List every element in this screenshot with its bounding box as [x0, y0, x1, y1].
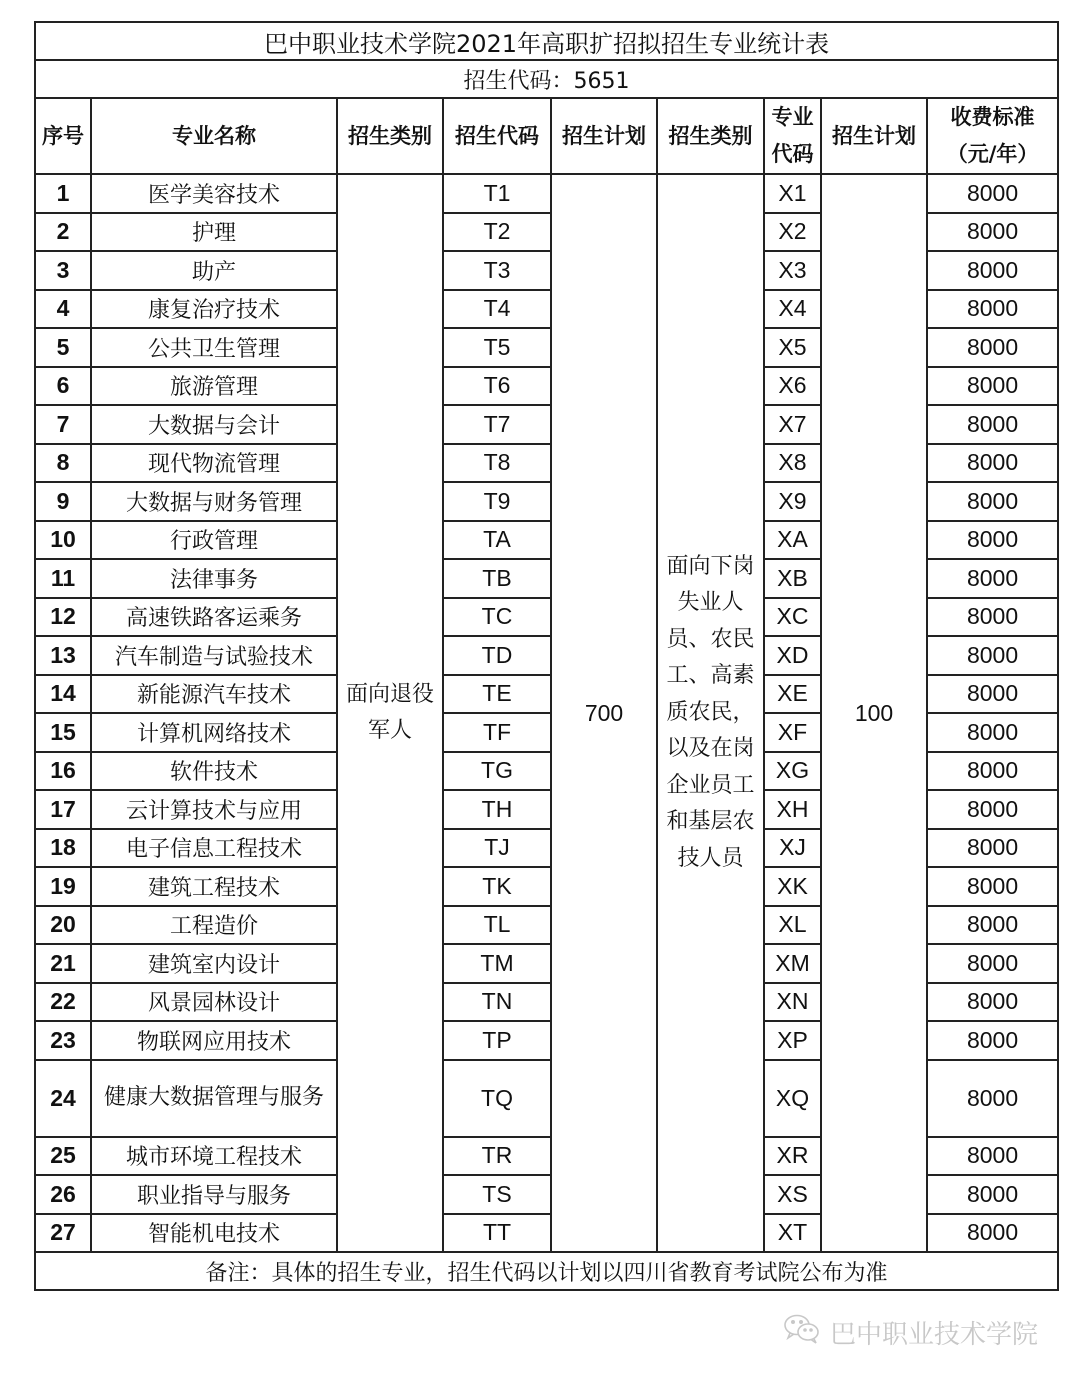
row-enrollment-code: T8	[443, 444, 551, 483]
row-seq: 7	[35, 405, 91, 444]
row-fee: 8000	[927, 405, 1058, 444]
row-enrollment-code: TG	[443, 752, 551, 791]
row-seq: 18	[35, 829, 91, 868]
enrollment-code-line: 招生代码：5651	[35, 60, 1058, 98]
row-major-name: 健康大数据管理与服务	[91, 1060, 337, 1137]
row-major-code: XS	[764, 1175, 821, 1214]
row-seq: 12	[35, 598, 91, 637]
row-seq: 19	[35, 867, 91, 906]
row-major-code: XR	[764, 1137, 821, 1176]
row-enrollment-code: T3	[443, 251, 551, 290]
header-major-name: 专业名称	[91, 98, 337, 174]
row-enrollment-code: TE	[443, 675, 551, 714]
row-major-code: XA	[764, 521, 821, 560]
row-enrollment-code: T9	[443, 482, 551, 521]
row-seq: 8	[35, 444, 91, 483]
row-fee: 8000	[927, 1060, 1058, 1137]
row-fee: 8000	[927, 521, 1058, 560]
row-enrollment-code: T5	[443, 328, 551, 367]
row-fee: 8000	[927, 213, 1058, 252]
row-seq: 10	[35, 521, 91, 560]
row-seq: 27	[35, 1214, 91, 1253]
row-major-code: XD	[764, 636, 821, 675]
row-fee: 8000	[927, 675, 1058, 714]
row-major-code: X3	[764, 251, 821, 290]
header-row	[35, 98, 1058, 174]
row-fee: 8000	[927, 367, 1058, 406]
row-major-name: 职业指导与服务	[91, 1175, 337, 1214]
table-row	[35, 174, 1058, 213]
row-enrollment-code: TA	[443, 521, 551, 560]
row-seq: 1	[35, 174, 91, 213]
plan-workers: 100	[821, 174, 927, 1252]
row-fee: 8000	[927, 559, 1058, 598]
row-major-name: 医学美容技术	[91, 174, 337, 213]
row-major-code: X9	[764, 482, 821, 521]
table-title: 巴中职业技术学院2021年高职扩招拟招生专业统计表	[35, 22, 1058, 60]
header-code-t: 招生代码	[443, 98, 551, 174]
row-major-name: 风景园林设计	[91, 983, 337, 1022]
row-major-code: XT	[764, 1214, 821, 1253]
row-seq: 3	[35, 251, 91, 290]
category-workers: 面向下岗失业人员、农民工、高素质农民，以及在岗企业员工和基层农技人员	[657, 174, 764, 1252]
row-enrollment-code: TK	[443, 867, 551, 906]
row-enrollment-code: TQ	[443, 1060, 551, 1137]
row-major-name: 新能源汽车技术	[91, 675, 337, 714]
row-enrollment-code: TH	[443, 790, 551, 829]
row-major-name: 法律事务	[91, 559, 337, 598]
row-enrollment-code: TB	[443, 559, 551, 598]
table-note: 备注：具体的招生专业，招生代码以计划以四川省教育考试院公布为准	[35, 1252, 1058, 1290]
row-major-name: 现代物流管理	[91, 444, 337, 483]
row-fee: 8000	[927, 1175, 1058, 1214]
row-major-code: XH	[764, 790, 821, 829]
row-major-code: X4	[764, 290, 821, 329]
row-seq: 21	[35, 944, 91, 983]
row-seq: 25	[35, 1137, 91, 1176]
row-major-code: X5	[764, 328, 821, 367]
row-seq: 24	[35, 1060, 91, 1137]
row-major-code: XJ	[764, 829, 821, 868]
row-seq: 26	[35, 1175, 91, 1214]
row-enrollment-code: T7	[443, 405, 551, 444]
row-enrollment-code: TC	[443, 598, 551, 637]
row-enrollment-code: TD	[443, 636, 551, 675]
header-plan-t: 招生计划	[551, 98, 657, 174]
wechat-icon	[782, 1313, 822, 1352]
row-fee: 8000	[927, 636, 1058, 675]
header-category-t: 招生类别	[337, 98, 443, 174]
row-seq: 17	[35, 790, 91, 829]
row-fee: 8000	[927, 944, 1058, 983]
row-enrollment-code: T1	[443, 174, 551, 213]
row-enrollment-code: TL	[443, 906, 551, 945]
category-veterans: 面向退役军人	[337, 174, 443, 1252]
row-major-name: 建筑工程技术	[91, 867, 337, 906]
row-enrollment-code: T6	[443, 367, 551, 406]
row-major-name: 旅游管理	[91, 367, 337, 406]
row-major-code: XL	[764, 906, 821, 945]
row-major-name: 高速铁路客运乘务	[91, 598, 337, 637]
row-major-code: X8	[764, 444, 821, 483]
row-seq: 23	[35, 1021, 91, 1060]
row-major-code: XE	[764, 675, 821, 714]
row-major-code: XK	[764, 867, 821, 906]
row-seq: 22	[35, 983, 91, 1022]
row-major-code: XP	[764, 1021, 821, 1060]
row-seq: 15	[35, 713, 91, 752]
row-major-name: 云计算技术与应用	[91, 790, 337, 829]
row-fee: 8000	[927, 906, 1058, 945]
row-fee: 8000	[927, 482, 1058, 521]
row-fee: 8000	[927, 328, 1058, 367]
row-seq: 6	[35, 367, 91, 406]
enrollment-table	[34, 21, 1059, 1291]
row-fee: 8000	[927, 174, 1058, 213]
row-major-name: 康复治疗技术	[91, 290, 337, 329]
row-fee: 8000	[927, 790, 1058, 829]
header-code-x: 专业代码	[764, 98, 821, 174]
row-enrollment-code: TN	[443, 983, 551, 1022]
row-fee: 8000	[927, 598, 1058, 637]
row-seq: 11	[35, 559, 91, 598]
row-major-name: 电子信息工程技术	[91, 829, 337, 868]
row-major-code: XM	[764, 944, 821, 983]
row-fee: 8000	[927, 713, 1058, 752]
watermark	[782, 1313, 1038, 1352]
row-fee: 8000	[927, 444, 1058, 483]
row-enrollment-code: TR	[443, 1137, 551, 1176]
row-major-code: XF	[764, 713, 821, 752]
header-seq: 序号	[35, 98, 91, 174]
row-fee: 8000	[927, 251, 1058, 290]
row-seq: 2	[35, 213, 91, 252]
row-major-code: XQ	[764, 1060, 821, 1137]
row-major-code: X2	[764, 213, 821, 252]
row-seq: 9	[35, 482, 91, 521]
row-enrollment-code: TS	[443, 1175, 551, 1214]
row-major-name: 工程造价	[91, 906, 337, 945]
row-major-name: 大数据与财务管理	[91, 482, 337, 521]
row-enrollment-code: TP	[443, 1021, 551, 1060]
row-fee: 8000	[927, 829, 1058, 868]
row-seq: 16	[35, 752, 91, 791]
row-fee: 8000	[927, 1214, 1058, 1253]
row-major-code: X7	[764, 405, 821, 444]
row-major-name: 软件技术	[91, 752, 337, 791]
row-seq: 13	[35, 636, 91, 675]
row-major-code: XB	[764, 559, 821, 598]
row-major-name: 建筑室内设计	[91, 944, 337, 983]
row-major-name: 公共卫生管理	[91, 328, 337, 367]
row-fee: 8000	[927, 983, 1058, 1022]
row-major-name: 大数据与会计	[91, 405, 337, 444]
row-major-code: XC	[764, 598, 821, 637]
row-major-name: 智能机电技术	[91, 1214, 337, 1253]
row-major-code: X6	[764, 367, 821, 406]
row-fee: 8000	[927, 752, 1058, 791]
row-major-name: 汽车制造与试验技术	[91, 636, 337, 675]
row-major-code: XN	[764, 983, 821, 1022]
row-seq: 4	[35, 290, 91, 329]
header-plan-x: 招生计划	[821, 98, 927, 174]
row-fee: 8000	[927, 867, 1058, 906]
header-fee: 收费标准（元/年）	[927, 98, 1058, 174]
row-major-name: 护理	[91, 213, 337, 252]
row-fee: 8000	[927, 1137, 1058, 1176]
row-major-name: 物联网应用技术	[91, 1021, 337, 1060]
watermark-text: 巴中职业技术学院	[830, 1320, 1039, 1350]
row-enrollment-code: TF	[443, 713, 551, 752]
row-enrollment-code: T2	[443, 213, 551, 252]
row-major-name: 助产	[91, 251, 337, 290]
row-fee: 8000	[927, 1021, 1058, 1060]
row-enrollment-code: TJ	[443, 829, 551, 868]
row-major-code: X1	[764, 174, 821, 213]
row-major-code: XG	[764, 752, 821, 791]
row-seq: 5	[35, 328, 91, 367]
row-enrollment-code: TM	[443, 944, 551, 983]
row-fee: 8000	[927, 290, 1058, 329]
row-major-name: 计算机网络技术	[91, 713, 337, 752]
plan-veterans: 700	[551, 174, 657, 1252]
row-seq: 14	[35, 675, 91, 714]
header-category-x: 招生类别	[657, 98, 764, 174]
row-enrollment-code: TT	[443, 1214, 551, 1253]
row-major-name: 行政管理	[91, 521, 337, 560]
row-major-name: 城市环境工程技术	[91, 1137, 337, 1176]
row-seq: 20	[35, 906, 91, 945]
row-enrollment-code: T4	[443, 290, 551, 329]
